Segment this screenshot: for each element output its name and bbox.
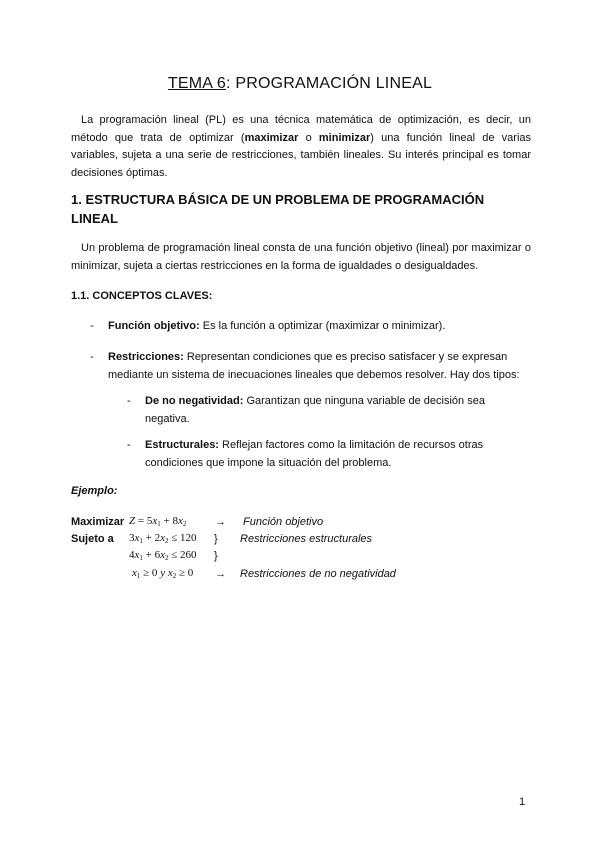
brace-1: } [214, 533, 218, 545]
subject-label: Sujeto a [71, 533, 114, 545]
title-topic: TEMA 6 [167, 75, 227, 92]
bullet-funcion-objetivo [90, 318, 538, 336]
subbullet-no-negatividad [127, 393, 515, 428]
section-1-paragraph: Un problema de programación lineal consta de una función objetivo (lineal) por maximizar o minimizar, sujeta a ciertas restricciones en la forma de igualdades o desigualdades. [71, 242, 531, 272]
objective-equation: $Z = 5x_1 + 8x_2$ [129, 515, 187, 528]
constraint-2: $4x_1 + 6x_2 \le 260$ [129, 549, 197, 562]
intro-min: minimizar [318, 131, 371, 144]
constraint-3: $x_1 \ge 0$ y $x_2 \ge 0$ [132, 567, 194, 580]
page-number: 1 [519, 796, 526, 808]
nonneg-note: Restricciones de no negatividad [240, 568, 396, 580]
bullet-text: Representan condiciones que es preciso satisfacer y se expresan mediante un sistema de inecuaciones lineales que debemos resolver. Hay dos tipos: [108, 351, 520, 381]
objective-note: Función objetivo [243, 516, 324, 528]
bullet-term: De no negatividad: [145, 395, 244, 407]
intro-max: maximizar [244, 131, 299, 144]
intro-lead: La programación lineal (PL) es una técnica matemática de optimización, es decir, un método que trata de optimizar ( [71, 114, 531, 144]
bullet-text: Reflejan factores como la limitación de recursos otras condiciones que impone la situación del problema. [145, 439, 484, 469]
bullet-marker: - [90, 351, 94, 363]
bullet-term: Restricciones: [108, 351, 184, 363]
bullet-term: Función objetivo: [108, 320, 200, 332]
maximize-label: Maximizar [71, 516, 125, 528]
example-objective-row [71, 516, 124, 528]
bullet-restricciones [90, 349, 538, 384]
bullet-marker: - [127, 395, 131, 407]
bullet-marker: - [90, 320, 94, 332]
bullet-term: Estructurales: [145, 439, 219, 451]
subsection-heading: 1.1. CONCEPTOS CLAVES: [71, 290, 213, 302]
bullet-text: Garantizan que ninguna variable de decisión sea negativa. [145, 395, 485, 425]
arrow-icon: → [215, 568, 226, 580]
bullet-text: Es la función a optimizar (maximizar o minimizar). [199, 320, 446, 332]
constraint-1: $3x_1 + 2x_2 \le 120$ [129, 532, 197, 545]
subbullet-estructurales [127, 437, 520, 472]
arrow-icon: → [215, 516, 226, 528]
example-subject-row [71, 533, 114, 545]
page-title [0, 75, 600, 93]
intro-paragraph [71, 112, 531, 182]
brace-2: } [214, 550, 218, 562]
intro-tail: ) una función lineal de varias variables, sujeta a una serie de restricciones, también lineales. Su interés principal es tomar decisiones óptimas. [71, 131, 532, 179]
example-label: Ejemplo: [71, 485, 118, 497]
intro-or: o [298, 131, 319, 144]
section-1-heading: 1. ESTRUCTURA BÁSICA DE UN PROBLEMA DE PROGRAMACIÓN LINEAL [71, 192, 485, 226]
title-rest: : PROGRAMACIÓN LINEAL [226, 75, 433, 92]
structural-note: Restricciones estructurales [240, 533, 373, 545]
bullet-marker: - [127, 439, 131, 451]
